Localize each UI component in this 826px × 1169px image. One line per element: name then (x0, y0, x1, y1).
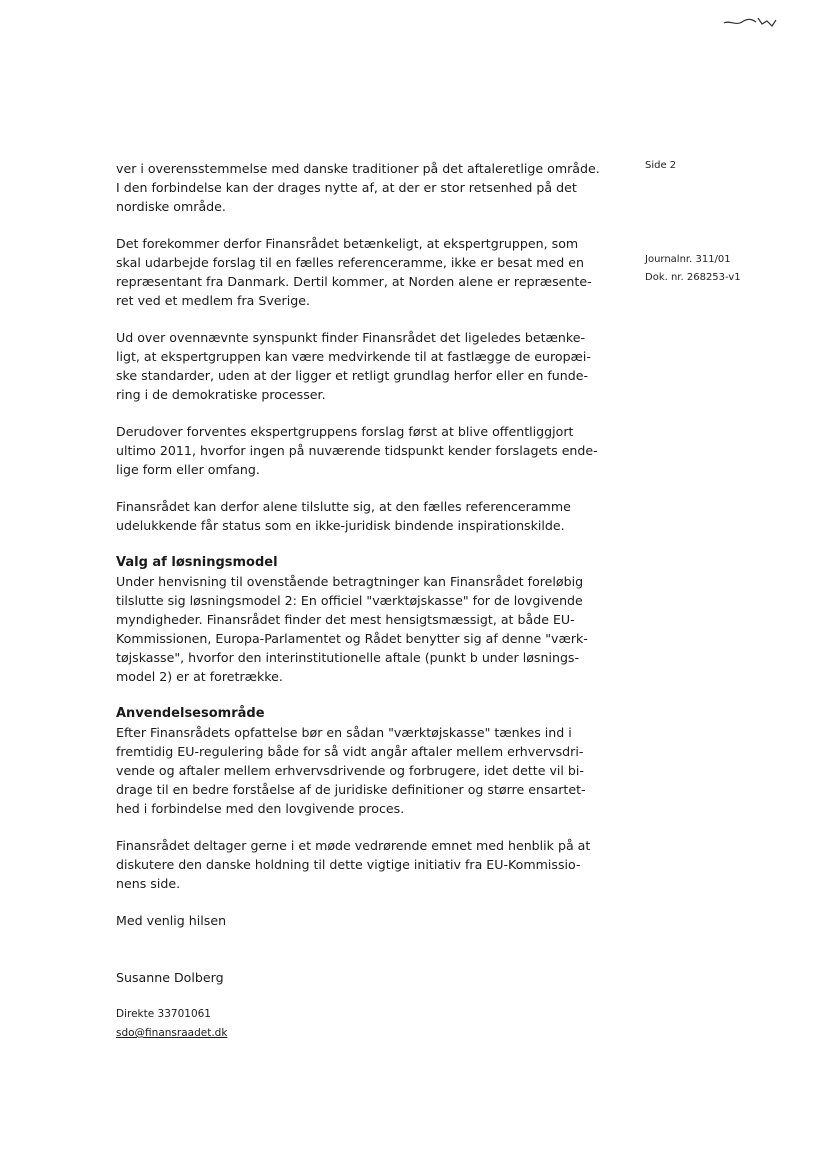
letter-body (116, 159, 606, 1043)
paragraph-7: Efter Finansrådets opfattelse bør en sådan "værktøjskasse" tænkes ind i fremtidig EU-regulering både for så vidt angår aftaler mellem erhvervsdri-vende og aftaler mellem erhvervsdrivende og forbrugere, idet dette vil bi-drage til en bedre forståelse af de juridiske definitioner og større ensartet-hed i forbindelse med den lovgivende proces. (116, 725, 586, 816)
signature-name: Susanne Dolberg (116, 970, 224, 985)
heading-scope: Anvendelsesområde (116, 706, 265, 721)
paragraph-2: Det forekommer derfor Finansrådet betænkeligt, at ekspertgruppen, som skal udarbejde forslag til en fælles referenceramme, ikke er besat med en repræsentant fra Danmark. Dertil kommer, at Norden alene er repræsente-ret ved et medlem fra Sverige. (116, 236, 592, 308)
direct-phone: Direkte 33701061 (116, 1008, 211, 1020)
email-link[interactable]: sdo@finansraadet.dk (116, 1027, 228, 1039)
paragraph-4: Derudover forventes ekspertgruppens forslag først at blive offentliggjort ultimo 2011, hvorfor ingen på nuværende tidspunkt kender forslagets ende-lige form eller omfang. (116, 424, 598, 477)
paragraph-1: ver i overensstemmelse med danske traditioner på det aftaleretlige område. I den forbindelse kan der drages nytte af, at der er stor retsenhed på det nordiske område. (116, 161, 600, 214)
document-number: Dok. nr. 268253-v1 (645, 272, 741, 283)
paragraph-3: Ud over ovennævnte synspunkt finder Finansrådet det ligeledes betænke-ligt, at ekspertgruppen kan være medvirkende til at fastlægge de europæi-ske standarder, uden at der ligger et retligt grundlag herfor eller en funde-ring i de demokratiske processer. (116, 330, 591, 402)
handwritten-mark (722, 14, 778, 30)
page-number: Side 2 (645, 160, 677, 171)
paragraph-5: Finansrådet kan derfor alene tilslutte sig, at den fælles referenceramme udelukkende får status som en ikke-juridisk bindende inspirationskilde. (116, 499, 571, 533)
heading-model-choice: Valg af løsningsmodel (116, 555, 278, 570)
closing-greeting: Med venlig hilsen (116, 913, 227, 928)
paragraph-8: Finansrådet deltager gerne i et møde vedrørende emnet med henblik på at diskutere den danske holdning til dette vigtige initiativ fra EU-Kommissio-nens side. (116, 838, 591, 891)
paragraph-6: Under henvisning til ovenstående betragtninger kan Finansrådet foreløbig tilslutte sig løsningsmodel 2: En officiel "værktøjskasse" for de lovgivende myndigheder. Finansrådet finder det mest hensigtsmæssigt, at både EU-Kommissionen, Europa-Parlamentet og Rådet benytter sig af denne "værk-tøjskasse", hvorfor den interinstitutionelle aftale (punkt b under løsnings-model 2) er at foretrække. (116, 574, 588, 684)
journal-number: Journalnr. 311/01 (645, 254, 731, 265)
